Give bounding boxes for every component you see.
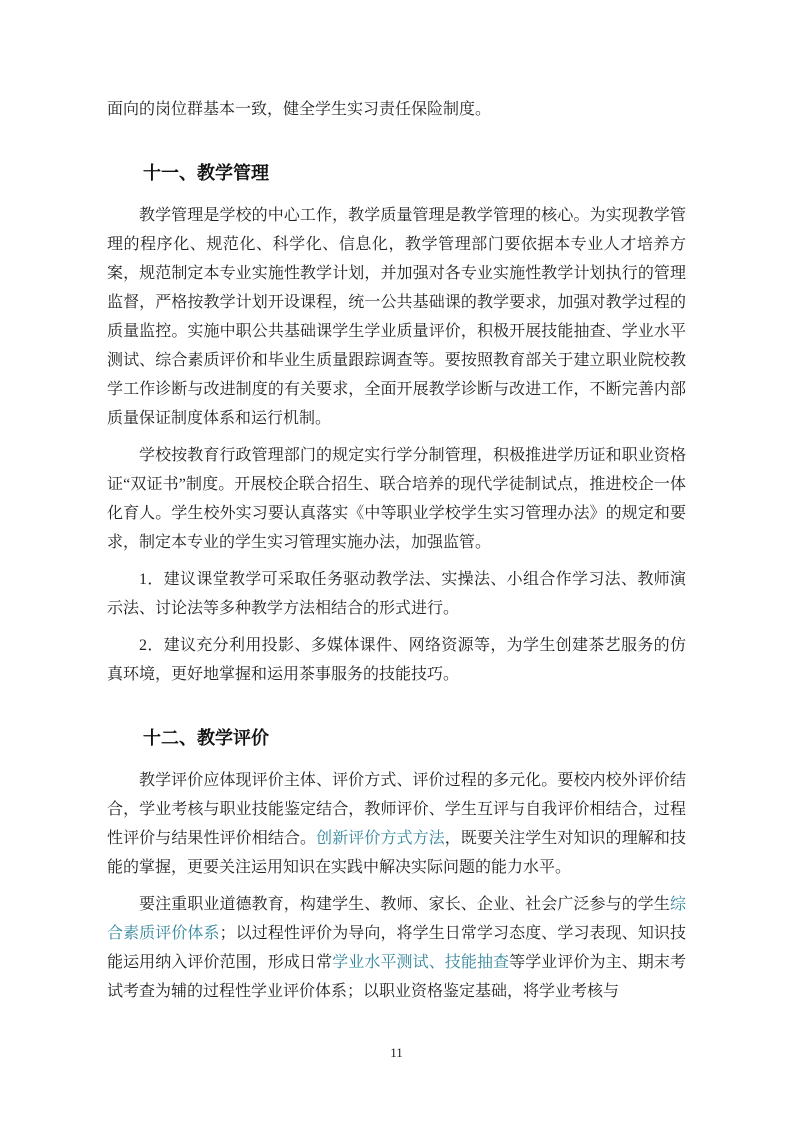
page-number: 11 [390, 1045, 403, 1060]
paragraph [107, 565, 686, 623]
text-run: 十二、教学评价 [143, 728, 269, 748]
text-run: 教学评价应体现评价主体、评价方式、评价过程的多元化。要校内校外评价结合，学业考核与职业技能鉴定结合，教师评价、学生互评与自我评价相结合，过程性评价与结果性评价相结合。 [107, 772, 686, 847]
text-run: 1．建议课堂教学可采取任务驱动教学法、实操法、小组合作学习法、教师演示法、讨论法等多种教学方法相结合的形式进行。 [107, 571, 686, 617]
highlighted-text-run: 学业水平测试、技能抽查 [332, 954, 510, 971]
document-blocks [107, 95, 686, 1014]
text-run: 要注重职业道德教育，构建学生、教师、家长、企业、社会广泛参与的学生 [139, 896, 670, 913]
paragraph [107, 441, 686, 557]
text-run: 面向的岗位群基本一致，健全学生实习责任保险制度。 [107, 101, 492, 118]
text-run: 十一、教学管理 [143, 163, 269, 183]
highlighted-text-run: 综合素质评价体系 [107, 896, 686, 942]
text-run: 学校按教育行政管理部门的规定实行学分制管理，积极推进学历证和职业资格证“双证书”制度。开展校企联合招生、联合培养的现代学徒制试点，推进校企一体化育人。学生校外实习要认真落实《中等职业学校学生实习管理办法》的规定和要求，制定本专业的学生实习管理实施办法，加强监管。 [107, 447, 686, 551]
text-run: ，既要关注学生对知识的理解和技能的掌握，更要关注运用知识在实践中解决实际问题的能力水平。 [107, 830, 686, 876]
paragraph [107, 95, 686, 124]
paragraph [107, 631, 686, 689]
section-heading [107, 725, 686, 751]
paragraph [107, 890, 686, 1006]
text-run: 2．建议充分利用投影、多媒体课件、网络资源等，为学生创建茶艺服务的仿真环境，更好地掌握和运用茶事服务的技能技巧。 [107, 637, 686, 683]
text-run: ；以过程性评价为导向，将学生日常学习态度、学习表现、知识技能运用纳入评价范围，形成日常 [107, 925, 686, 971]
text-run: 教学管理是学校的中心工作，教学质量管理是教学管理的核心。为实现教学管理的程序化、规范化、科学化、信息化，教学管理部门要依据本专业人才培养方案，规范制定本专业实施性教学计划，并加强对各专业实施性教学计划执行的管理监督，严格按教学计划开设课程，统一公共基础课的教学要求，加强对教学过程的质量监控。实施中职公共基础课学生学业质量评价，积极开展技能抽查、学业水平测试、综合素质评价和毕业生质量跟踪调查等。要按照教育部关于建立职业院校教学工作诊断与改进制度的有关要求，全面开展教学诊断与改进工作，不断完善内部质量保证制度体系和运行机制。 [107, 207, 686, 427]
paragraph [107, 201, 686, 433]
paragraph [107, 766, 686, 882]
highlighted-text-run: 创新评价方式方法 [316, 830, 445, 847]
section-heading [107, 160, 686, 186]
text-run: 等学业评价为主、期末考试考查为辅的过程性学业评价体系；以职业资格鉴定基础，将学业考核与 [107, 954, 686, 1000]
